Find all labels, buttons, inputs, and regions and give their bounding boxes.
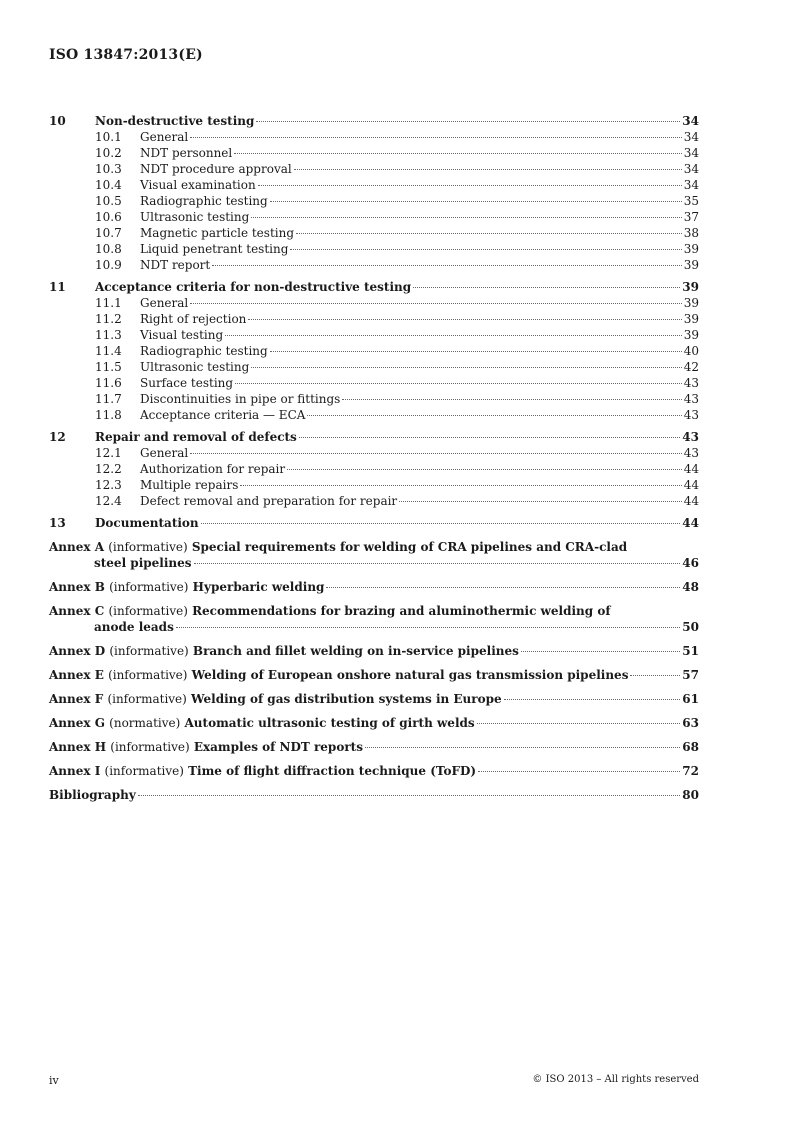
leader-dots [235, 383, 682, 384]
toc-entry-page: 39 [683, 296, 699, 310]
leader-dots [234, 153, 681, 154]
toc-entry-page: 43 [683, 446, 699, 460]
toc-entry-page: 34 [683, 162, 699, 176]
toc-annex-heading [49, 739, 699, 755]
toc-entry-section[interactable] [49, 359, 699, 375]
toc-entry-title: Discontinuities in pipe or fittings [140, 392, 341, 406]
annex-heading-text [49, 643, 519, 659]
annex-type: (informative) [110, 740, 190, 754]
toc-entry-title: Right of rejection [140, 312, 247, 326]
toc-entry-number: 10.5 [95, 194, 122, 208]
toc-entry-page: 44 [683, 478, 699, 492]
copyright: © ISO 2013 – All rights reserved [532, 1074, 699, 1085]
toc-entry-title: NDT personnel [140, 146, 233, 160]
document-id: ISO 13847:2013(E) [49, 47, 203, 63]
leader-dots [258, 185, 682, 186]
toc-entry-page: 42 [683, 360, 699, 374]
toc-annex-heading [49, 763, 699, 779]
toc-entry-page: 43 [683, 376, 699, 390]
toc-entry-title: Ultrasonic testing [140, 360, 250, 374]
toc-entry-title: Bibliography [49, 788, 136, 802]
leader-dots [176, 627, 680, 628]
leader-dots [478, 771, 680, 772]
toc-entry-page: 51 [682, 644, 699, 658]
leader-dots [190, 137, 681, 138]
leader-dots [251, 217, 681, 218]
leader-dots [190, 453, 681, 454]
leader-dots [307, 415, 681, 416]
toc-entry-number: 11.1 [95, 296, 122, 310]
leader-dots [296, 233, 682, 234]
toc-entry-section[interactable] [49, 407, 699, 423]
toc-entry-title: Ultrasonic testing [140, 210, 250, 224]
annex-type: (informative) [107, 692, 187, 706]
annex-type: (informative) [104, 764, 184, 778]
toc-entry-section[interactable] [49, 241, 699, 257]
annex-heading-text [49, 667, 628, 683]
toc-entry-page: 72 [682, 764, 699, 778]
leader-dots [365, 747, 680, 748]
leader-dots [248, 319, 681, 320]
toc-entry-section[interactable] [49, 311, 699, 327]
toc-entry-section[interactable] [49, 327, 699, 343]
toc-entry-number: 12 [49, 430, 66, 444]
annex-label: Annex G [49, 716, 105, 730]
leader-dots [225, 335, 682, 336]
leader-dots [290, 249, 681, 250]
toc-chapter [49, 515, 699, 531]
leader-dots [299, 437, 680, 438]
leader-dots [287, 469, 682, 470]
toc-entry-page: 38 [683, 226, 699, 240]
toc-entry-number: 10.6 [95, 210, 122, 224]
toc-entry-number: 10.1 [95, 130, 122, 144]
toc-annex[interactable] [49, 643, 699, 659]
toc-entry-page: 57 [682, 668, 699, 682]
annex-title: Automatic ultrasonic testing of girth welds [184, 716, 475, 730]
leader-dots [294, 169, 682, 170]
toc-entry-section[interactable] [49, 461, 699, 477]
toc-entry-section[interactable] [49, 177, 699, 193]
leader-dots [240, 485, 681, 486]
annex-type: (informative) [109, 580, 189, 594]
leader-dots [521, 651, 680, 652]
annex-title: Special requirements for welding of CRA pipelines and CRA-clad [191, 540, 628, 554]
leader-dots [201, 523, 681, 524]
leader-dots [138, 795, 681, 796]
toc-entry-title: General [140, 446, 189, 460]
toc-entry-number: 10.3 [95, 162, 122, 176]
toc-entry-section[interactable] [49, 295, 699, 311]
toc-annex-heading [49, 715, 699, 731]
toc-entry-page: 35 [683, 194, 699, 208]
annex-label: Annex E [49, 668, 104, 682]
toc-entry-section[interactable] [49, 477, 699, 493]
toc-annex[interactable] [49, 579, 699, 595]
toc-entry-section[interactable] [49, 445, 699, 461]
leader-dots [270, 351, 682, 352]
toc-annex[interactable] [49, 603, 699, 635]
toc-entry-number: 10.9 [95, 258, 122, 272]
toc-entry-number: 11.2 [95, 312, 122, 326]
toc-annex-continuation [94, 619, 699, 635]
annex-title: Examples of NDT reports [193, 740, 363, 754]
toc-entry-title: NDT procedure approval [140, 162, 292, 176]
toc-entry-chapter[interactable] [49, 279, 699, 295]
leader-dots [504, 699, 681, 700]
toc-entry-title: Radiographic testing [140, 194, 268, 208]
annex-title: Welding of gas distribution systems in Europe [191, 692, 502, 706]
toc-annex-heading [49, 691, 699, 707]
leader-dots [190, 303, 681, 304]
toc-annex[interactable] [49, 763, 699, 779]
toc-entry-number: 12.2 [95, 462, 122, 476]
toc-entry-section[interactable] [49, 129, 699, 145]
toc-entry-number: 10.2 [95, 146, 122, 160]
toc-annex[interactable] [49, 691, 699, 707]
leader-dots [326, 587, 680, 588]
toc-entry-number: 11 [49, 280, 66, 294]
toc-entry-chapter[interactable] [49, 515, 699, 531]
annex-label: Annex F [49, 692, 104, 706]
toc-entry-page: 68 [682, 740, 699, 754]
toc-annex-continuation [94, 555, 699, 571]
toc-entry-section[interactable] [49, 209, 699, 225]
toc-entry-page: 39 [683, 328, 699, 342]
toc-entry-title: Authorization for repair [140, 462, 286, 476]
annex-label: Annex D [49, 644, 106, 658]
toc-entry-page: 39 [683, 242, 699, 256]
toc-entry-page: 39 [682, 280, 699, 294]
toc-entry-number: 11.6 [95, 376, 122, 390]
annex-title-continued: steel pipelines [94, 556, 192, 570]
toc-entry-title: Non-destructive testing [95, 114, 255, 128]
toc-entry-section[interactable] [49, 225, 699, 241]
toc-entry-bibliography[interactable] [49, 787, 699, 803]
toc-entry-number: 11.8 [95, 408, 122, 422]
toc-entry-page: 44 [682, 516, 699, 530]
toc-entry-number: 11.3 [95, 328, 122, 342]
toc-entry-title: Radiographic testing [140, 344, 268, 358]
toc-entry-title: General [140, 296, 189, 310]
toc-entry-number: 13 [49, 516, 66, 530]
annex-title: Time of flight diffraction technique (ToFD) [188, 764, 477, 778]
toc-entry-page: 44 [683, 494, 699, 508]
toc-entry-number: 12.4 [95, 494, 122, 508]
toc-entry-title: Repair and removal of defects [95, 430, 297, 444]
toc-entry-section[interactable] [49, 493, 699, 509]
toc-entry-number: 10.7 [95, 226, 122, 240]
toc-entry-page: 48 [682, 580, 699, 594]
toc-entry-number: 12.3 [95, 478, 122, 492]
leader-dots [342, 399, 681, 400]
toc-entry-title: Visual examination [140, 178, 256, 192]
annex-heading-text [49, 763, 476, 779]
annex-type: (normative) [109, 716, 181, 730]
toc-entry-page: 43 [683, 408, 699, 422]
toc-annex-heading [49, 603, 699, 619]
toc-entry-number: 10.8 [95, 242, 122, 256]
leader-dots [270, 201, 682, 202]
annex-type: (informative) [109, 644, 189, 658]
page-number: iv [49, 1074, 59, 1087]
leader-dots [194, 563, 681, 564]
annex-label: Annex I [49, 764, 101, 778]
toc-entry-page: 61 [682, 692, 699, 706]
toc-entry-section[interactable] [49, 343, 699, 359]
leader-dots [256, 121, 680, 122]
annex-type: (informative) [108, 668, 188, 682]
toc-entry-chapter[interactable] [49, 429, 699, 445]
toc-entry-page: 39 [683, 258, 699, 272]
toc-entry-section[interactable] [49, 145, 699, 161]
toc-entry-page: 80 [682, 788, 699, 802]
toc-annex[interactable] [49, 667, 699, 683]
toc-annex[interactable] [49, 539, 699, 571]
toc-entry-title: Liquid penetrant testing [140, 242, 289, 256]
toc-annex[interactable] [49, 739, 699, 755]
toc-entry-number: 11.4 [95, 344, 122, 358]
toc-chapter [49, 429, 699, 509]
toc-entry-page: 34 [683, 178, 699, 192]
leader-dots [212, 265, 681, 266]
leader-dots [477, 723, 681, 724]
toc-entry-title: Acceptance criteria — ECA [140, 408, 306, 422]
toc-entry-number: 10 [49, 114, 66, 128]
leader-dots [413, 287, 680, 288]
annex-title-continued: anode leads [94, 620, 174, 634]
annex-label: Annex H [49, 740, 107, 754]
annex-label: Annex A [49, 540, 105, 554]
toc-entry-title: Documentation [95, 516, 199, 530]
annex-heading-text [49, 691, 502, 707]
toc-entry-title: Surface testing [140, 376, 234, 390]
toc-entry-title: Defect removal and preparation for repair [140, 494, 398, 508]
toc-entry-section[interactable] [49, 161, 699, 177]
annex-label: Annex C [49, 604, 105, 618]
toc-entry-page: 44 [683, 462, 699, 476]
leader-dots [630, 675, 680, 676]
toc-annex-heading [49, 579, 699, 595]
toc-entry-number: 10.4 [95, 178, 122, 192]
annex-title: Hyperbaric welding [192, 580, 325, 594]
toc-entry-page: 39 [683, 312, 699, 326]
toc-entry-number: 11.7 [95, 392, 122, 406]
leader-dots [251, 367, 681, 368]
toc-entry-chapter[interactable] [49, 113, 699, 129]
toc-entry-page: 43 [683, 392, 699, 406]
toc-entry-number: 11.5 [95, 360, 122, 374]
annex-heading-text [49, 739, 363, 755]
toc-chapter [49, 279, 699, 423]
toc-entry-title: Magnetic particle testing [140, 226, 295, 240]
toc-entry-page: 46 [682, 556, 699, 570]
toc-entry-title: Visual testing [140, 328, 224, 342]
annex-title: Branch and fillet welding on in-service pipelines [192, 644, 519, 658]
annex-heading-text [49, 579, 324, 595]
toc-entry-page: 34 [683, 146, 699, 160]
table-of-contents [49, 113, 699, 803]
toc-entry-section[interactable] [49, 391, 699, 407]
toc-entry-title: Multiple repairs [140, 478, 239, 492]
leader-dots [399, 501, 682, 502]
toc-entry-title: NDT report [140, 258, 211, 272]
toc-entry-title: General [140, 130, 189, 144]
toc-chapter [49, 113, 699, 273]
toc-entry-section[interactable] [49, 375, 699, 391]
toc-entry-page: 37 [683, 210, 699, 224]
toc-entry-page: 63 [682, 716, 699, 730]
toc-entry-section[interactable] [49, 193, 699, 209]
toc-entry-section[interactable] [49, 257, 699, 273]
annex-heading-text [49, 715, 475, 731]
toc-annex-heading [49, 643, 699, 659]
toc-entry-number: 12.1 [95, 446, 122, 460]
toc-entry-page: 34 [682, 114, 699, 128]
annex-type: (informative) [108, 604, 188, 618]
toc-entry-title: Acceptance criteria for non-destructive testing [95, 280, 412, 294]
toc-annex[interactable] [49, 715, 699, 731]
toc-entry-page: 40 [683, 344, 699, 358]
annex-title: Welding of European onshore natural gas transmission pipelines [191, 668, 629, 682]
toc-annex-heading [49, 667, 699, 683]
toc-entry-page: 34 [683, 130, 699, 144]
annex-label: Annex B [49, 580, 105, 594]
toc-annex-heading [49, 539, 699, 555]
annex-title: Recommendations for brazing and aluminothermic welding of [192, 604, 611, 618]
toc-entry-page: 43 [682, 430, 699, 444]
toc-entry-page: 50 [682, 620, 699, 634]
annex-type: (informative) [108, 540, 188, 554]
